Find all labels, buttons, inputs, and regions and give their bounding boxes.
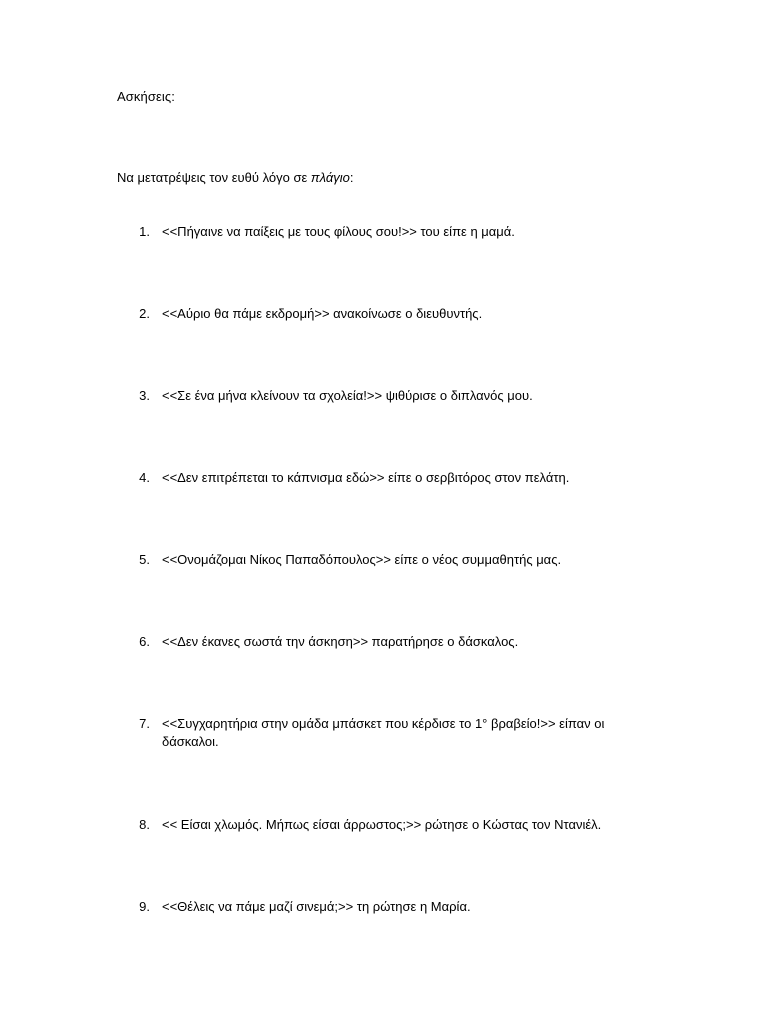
- exercise-number: 3.: [139, 388, 150, 403]
- exercise-number: 9.: [139, 899, 150, 914]
- exercise-number: 6.: [139, 634, 150, 649]
- instruction-suffix: :: [349, 170, 354, 185]
- exercise-number: 1.: [139, 224, 150, 239]
- exercise-text: <<Δεν έκανες σωστά την άσκηση>> παρατήρησε ο δάσκαλος.: [162, 634, 519, 649]
- exercise-text: <<Θέλεις να πάμε μαζί σινεμά;>> τη ρώτησε η Μαρία.: [162, 899, 471, 914]
- exercise-text: <<Αύριο θα πάμε εκδρομή>> ανακοίνωσε ο διευθυντής.: [162, 306, 483, 321]
- page-title: Ασκήσεις:: [117, 89, 175, 104]
- exercise-number: 2.: [139, 306, 150, 321]
- exercise-text: <<Σε ένα μήνα κλείνουν τα σχολεία!>> ψιθύρισε ο διπλανός μου.: [162, 388, 533, 403]
- exercise-text: <<Συγχαρητήρια στην ομάδα μπάσκετ που κέρδισε το 1° βραβείο!>> είπαν οι δάσκαλοι.: [162, 716, 605, 749]
- exercise-number: 4.: [139, 470, 150, 485]
- exercise-text: <<Πήγαινε να παίξεις με τους φίλους σου!>> του είπε η μαμά.: [162, 224, 515, 239]
- exercise-text: <<Δεν επιτρέπεται το κάπνισμα εδώ>> είπε ο σερβιτόρος στον πελάτη.: [162, 470, 570, 485]
- exercise-text: <<Ονομάζομαι Νίκος Παπαδόπουλος>> είπε ο νέος συμμαθητής μας.: [162, 552, 562, 567]
- exercise-number: 8.: [139, 817, 150, 832]
- instruction-emphasis: πλάγιο: [310, 170, 350, 185]
- exercise-text: << Είσαι χλωμός. Μήπως είσαι άρρωστος;>> ρώτησε ο Κώστας τον Ντανιέλ.: [162, 817, 602, 832]
- instruction-prefix: Να μετατρέψεις τον ευθύ λόγο σε: [117, 170, 311, 185]
- exercise-number: 5.: [139, 552, 150, 567]
- exercise-number: 7.: [139, 716, 150, 731]
